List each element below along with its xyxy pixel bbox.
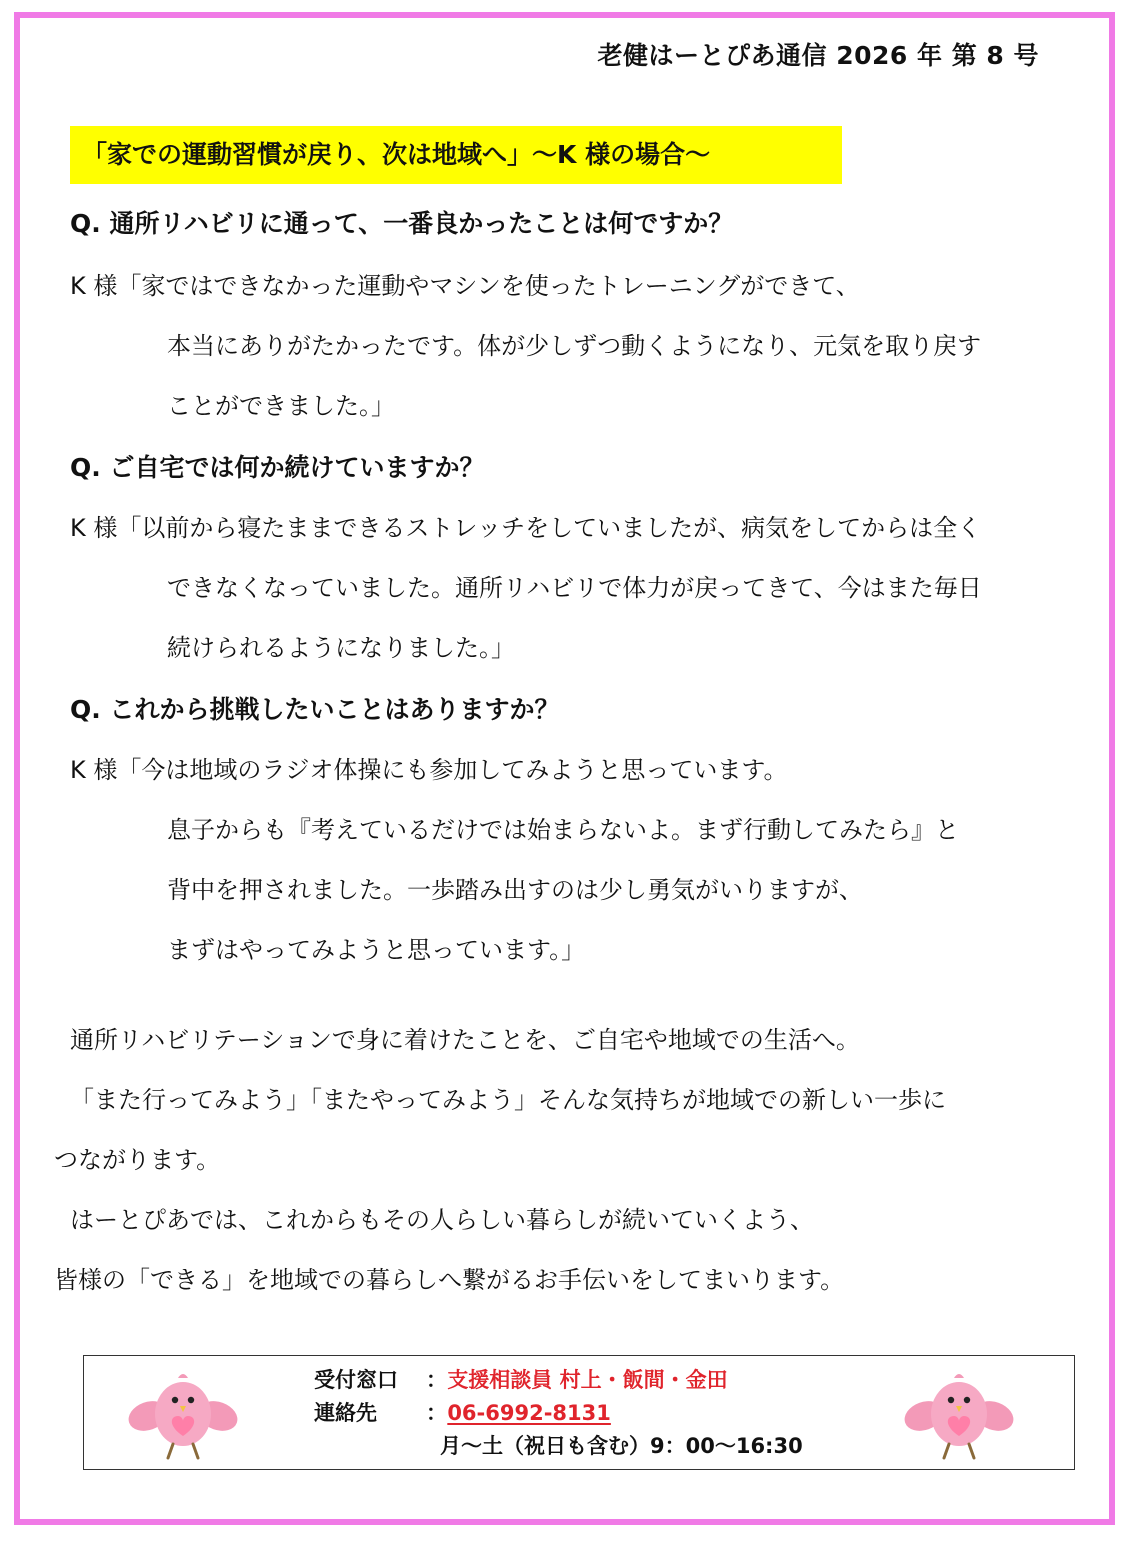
reception-staff-names: 支援相談員 村上・飯間・金田 <box>447 1368 728 1392</box>
answer-3-line-2: 息子からも『考えているだけでは始まらないよ。まず行動してみたら』と <box>167 816 959 844</box>
closing-line-2: 「また行ってみよう」「またやってみよう」そんな気持ちが地域での新しい一歩に <box>70 1086 946 1114</box>
question-3: Q. これから挑戦したいことはありますか？ <box>70 695 560 724</box>
reception-row <box>314 1364 728 1394</box>
reception-label: 受付窓口 <box>314 1368 398 1392</box>
business-hours: 月～土（祝日も含む）9：00～16:30 <box>440 1434 803 1458</box>
phone-number[interactable]: 06-6992-8131 <box>447 1401 611 1425</box>
answer-2-line-2: できなくなっていました。通所リハビリで体力が戻ってきて、今はまた毎日 <box>167 574 982 602</box>
question-1: Q. 通所リハビリに通って、一番良かったことは何ですか？ <box>70 209 734 238</box>
answer-1-line-2: 本当にありがたかったです。体が少しずつ動くようになり、元気を取り戻す <box>167 332 982 360</box>
question-2: Q. ご自宅では何か続けていますか？ <box>70 453 485 482</box>
newsletter-page <box>14 12 1115 1525</box>
contact-colon: ： <box>426 1401 447 1425</box>
closing-line-1: 通所リハビリテーションで身に着けたことを、ご自宅や地域での生活へ。 <box>70 1026 860 1054</box>
closing-line-4: はーとぴあでは、これからもその人らしい暮らしが続いていくよう、 <box>70 1206 814 1234</box>
pink-bird-mascot-icon <box>904 1368 1014 1462</box>
answer-3-line-4: まずはやってみようと思っています。」 <box>167 936 586 964</box>
answer-1-line-1: K 様「家ではできなかった運動やマシンを使ったトレーニングができて、 <box>70 272 860 300</box>
pink-bird-mascot-icon <box>128 1368 238 1462</box>
closing-line-5: 皆様の「できる」を地域での暮らしへ繋がるお手伝いをしてまいります。 <box>54 1266 845 1294</box>
reception-colon: ： <box>426 1368 447 1392</box>
closing-line-3: つながります。 <box>54 1146 221 1174</box>
section-title-highlight: 「家での運動習慣が戻り、次は地域へ」～K 様の場合～ <box>70 126 842 184</box>
contact-label: 連絡先 <box>314 1401 377 1425</box>
answer-2-line-3: 続けられるようになりました。」 <box>167 634 515 662</box>
answer-3-line-1: K 様「今は地域のラジオ体操にも参加してみようと思っています。 <box>70 756 788 784</box>
contact-row <box>314 1397 611 1427</box>
answer-2-line-1: K 様「以前から寝たままできるストレッチをしていましたが、病気をしてからは全く <box>70 514 982 542</box>
answer-3-line-3: 背中を押されました。一歩踏み出すのは少し勇気がいりますが、 <box>167 876 863 904</box>
contact-box <box>83 1355 1075 1470</box>
answer-1-line-3: ことができました。」 <box>167 392 395 420</box>
newsletter-header-title: 老健はーとぴあ通信 2026 年 第 8 号 <box>597 41 1039 70</box>
